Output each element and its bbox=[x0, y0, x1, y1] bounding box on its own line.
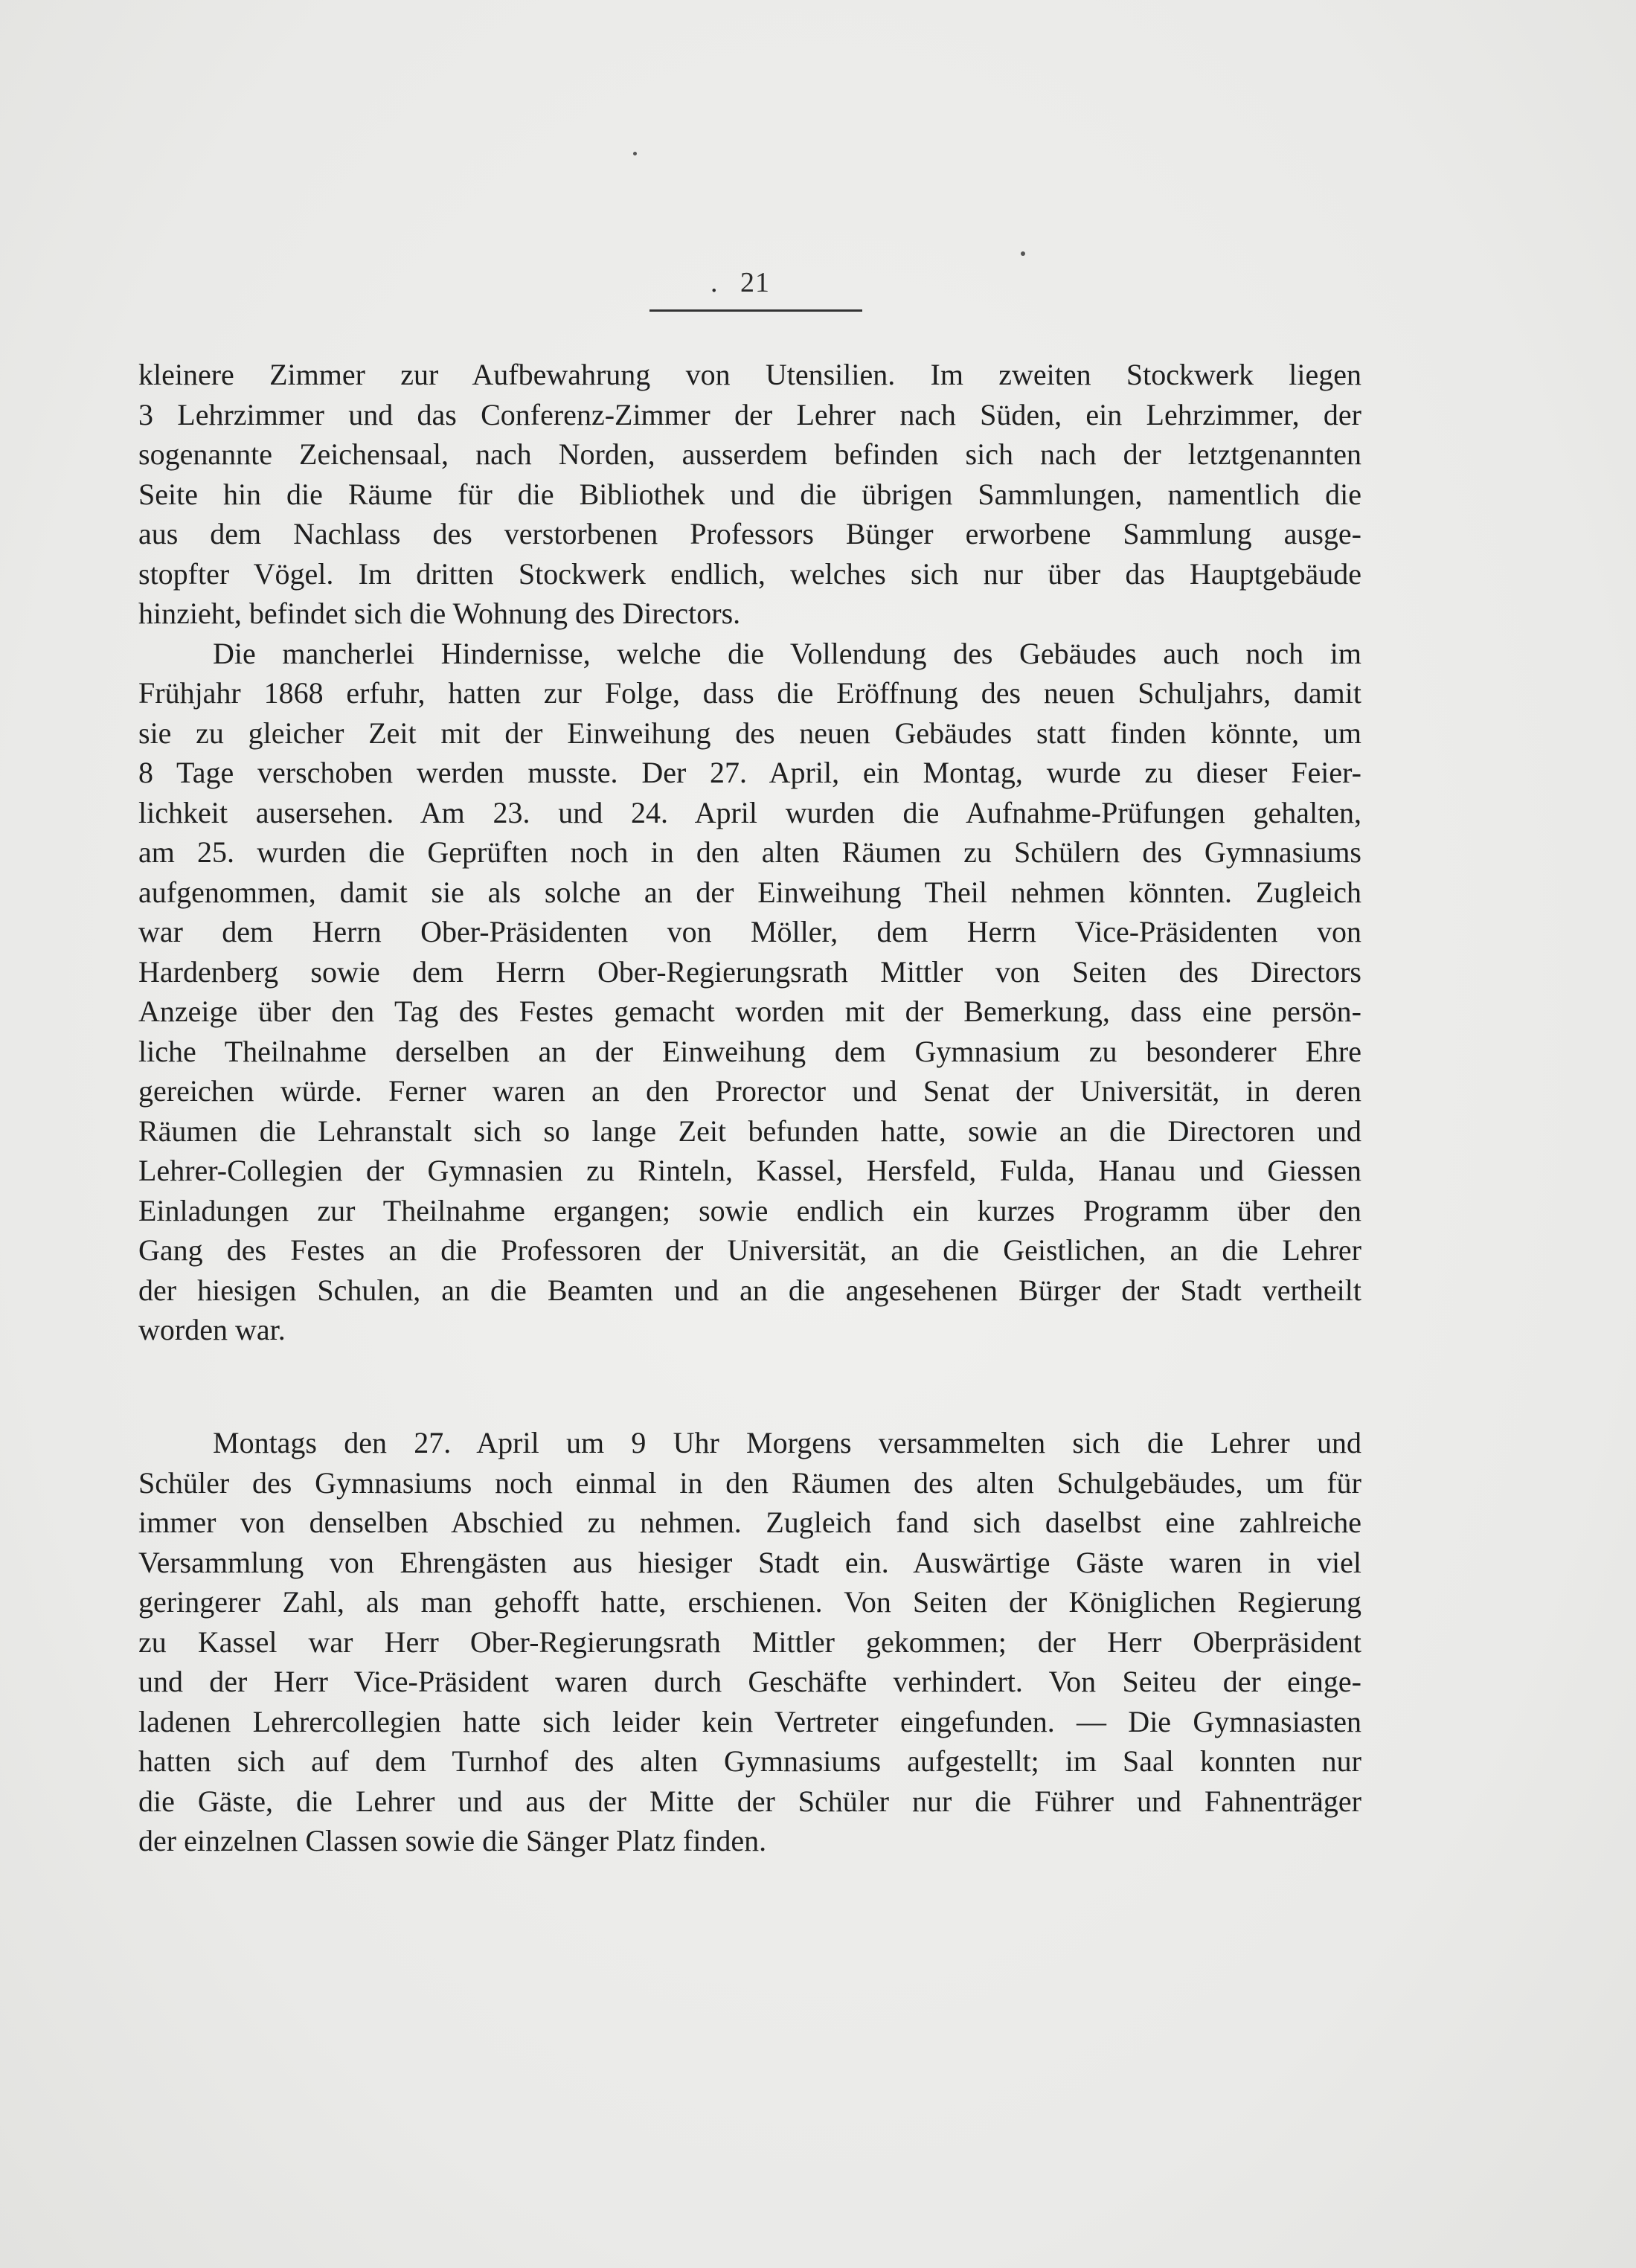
print-speck bbox=[633, 152, 637, 155]
print-speck bbox=[1021, 251, 1025, 256]
text-line: aus dem Nachlass des verstorbenen Professors Bünger erworbene Sammlung ausge- bbox=[138, 517, 1361, 550]
text-line: Frühjahr 1868 erfuhr, hatten zur Folge, dass die Eröffnung des neuen Schuljahrs, damit bbox=[138, 676, 1361, 710]
text-line: worden war. bbox=[138, 1313, 286, 1346]
text-line: immer von denselben Abschied zu nehmen. Zugleich fand sich daselbst eine zahlreiche bbox=[138, 1506, 1361, 1539]
text-line: 3 Lehrzimmer und das Conferenz-Zimmer der Lehrer nach Süden, ein Lehrzimmer, der bbox=[138, 397, 1361, 431]
text-line: die Gäste, die Lehrer und aus der Mitte der Schüler nur die Führer und Fahnenträger bbox=[138, 1784, 1361, 1818]
text-line: war dem Herrn Ober-Präsidenten von Möller, dem Herrn Vice-Präsidenten von bbox=[138, 915, 1361, 948]
text-line: kleinere Zimmer zur Aufbewahrung von Utensilien. Im zweiten Stockwerk liegen bbox=[138, 358, 1361, 391]
text-line: sogenannte Zeichensaal, nach Norden, ausserdem befinden sich nach der letztgenannten bbox=[138, 437, 1361, 471]
text-line: aufgenommen, damit sie als solche an der Einweihung Theil nehmen könnten. Zugleich bbox=[138, 875, 1361, 909]
text-line: Anzeige über den Tag des Festes gemacht worden mit der Bemerkung, dass eine persön- bbox=[138, 995, 1361, 1028]
page-number: 21 bbox=[740, 267, 770, 298]
text-line: sie zu gleicher Zeit mit der Einweihung des neuen Gebäudes statt finden könnte, um bbox=[138, 716, 1361, 750]
text-line: der hiesigen Schulen, an die Beamten und an die angesehenen Bürger der Stadt vertheilt bbox=[138, 1273, 1361, 1307]
text-line: hatten sich auf dem Turnhof des alten Gymnasiums aufgestellt; im Saal konnten nur bbox=[138, 1744, 1361, 1778]
text-line: Räumen die Lehranstalt sich so lange Zeit befunden hatte, sowie an die Directoren und bbox=[138, 1114, 1361, 1148]
text-line: lichkeit ausersehen. Am 23. und 24. April wurden die Aufnahme-Prüfungen gehalten, bbox=[138, 795, 1361, 829]
body-text-upper bbox=[138, 355, 1361, 1350]
text-line: der einzelnen Classen sowie die Sänger Platz finden. bbox=[138, 1824, 767, 1857]
text-line: liche Theilnahme derselben an der Einweihung dem Gymnasium zu besonderer Ehre bbox=[138, 1034, 1361, 1068]
text-line: Hardenberg sowie dem Herrn Ober-Regierungsrath Mittler von Seiten des Directors bbox=[138, 954, 1361, 989]
body-text-lower bbox=[138, 1423, 1361, 1861]
text-line: 8 Tage verschoben werden musste. Der 27. April, ein Montag, wurde zu dieser Feier- bbox=[138, 756, 1361, 789]
text-line: und der Herr Vice-Präsident waren durch Geschäfte verhindert. Von Seiteu der einge- bbox=[138, 1665, 1361, 1698]
text-line: gereichen würde. Ferner waren an den Prorector und Senat der Universität, in deren bbox=[138, 1074, 1361, 1108]
page-number-dot: . bbox=[710, 267, 718, 298]
text-line: Lehrer-Collegien der Gymnasien zu Rinteln, Kassel, Hersfeld, Fulda, Hanau und Giessen bbox=[138, 1154, 1361, 1187]
header-rule bbox=[649, 309, 862, 312]
text-line: Versammlung von Ehrengästen aus hiesiger Stadt ein. Auswärtige Gäste waren in viel bbox=[138, 1545, 1361, 1579]
text-line: Schüler des Gymnasiums noch einmal in den Räumen des alten Schulgebäudes, um für bbox=[138, 1465, 1361, 1500]
text-line: Seite hin die Räume für die Bibliothek und die übrigen Sammlungen, namentlich die bbox=[138, 477, 1361, 511]
text-line: Montags den 27. April um 9 Uhr Morgens versammelten sich die Lehrer und bbox=[213, 1426, 1361, 1459]
text-line: Die mancherlei Hindernisse, welche die Vollendung des Gebäudes auch noch im bbox=[213, 636, 1361, 670]
text-line: am 25. wurden die Geprüften noch in den alten Räumen zu Schülern des Gymnasiums bbox=[138, 835, 1361, 869]
text-line: ladenen Lehrercollegien hatte sich leider kein Vertreter eingefunden. — Die Gymnasiasten bbox=[138, 1704, 1361, 1738]
text-line: hinzieht, befindet sich die Wohnung des Directors. bbox=[138, 597, 741, 630]
text-line: Einladungen zur Theilnahme ergangen; sowie endlich ein kurzes Programm über den bbox=[138, 1193, 1361, 1227]
text-line: geringerer Zahl, als man gehofft hatte, erschienen. Von Seiten der Königlichen Regierung bbox=[138, 1585, 1361, 1619]
text-line: Gang des Festes an die Professoren der Universität, an die Geistlichen, an die Lehrer bbox=[138, 1233, 1361, 1267]
text-line: zu Kassel war Herr Ober-Regierungsrath Mittler gekommen; der Herr Oberpräsident bbox=[138, 1625, 1361, 1659]
text-line: stopfter Vögel. Im dritten Stockwerk endlich, welches sich nur über das Hauptgebäude bbox=[138, 556, 1361, 591]
